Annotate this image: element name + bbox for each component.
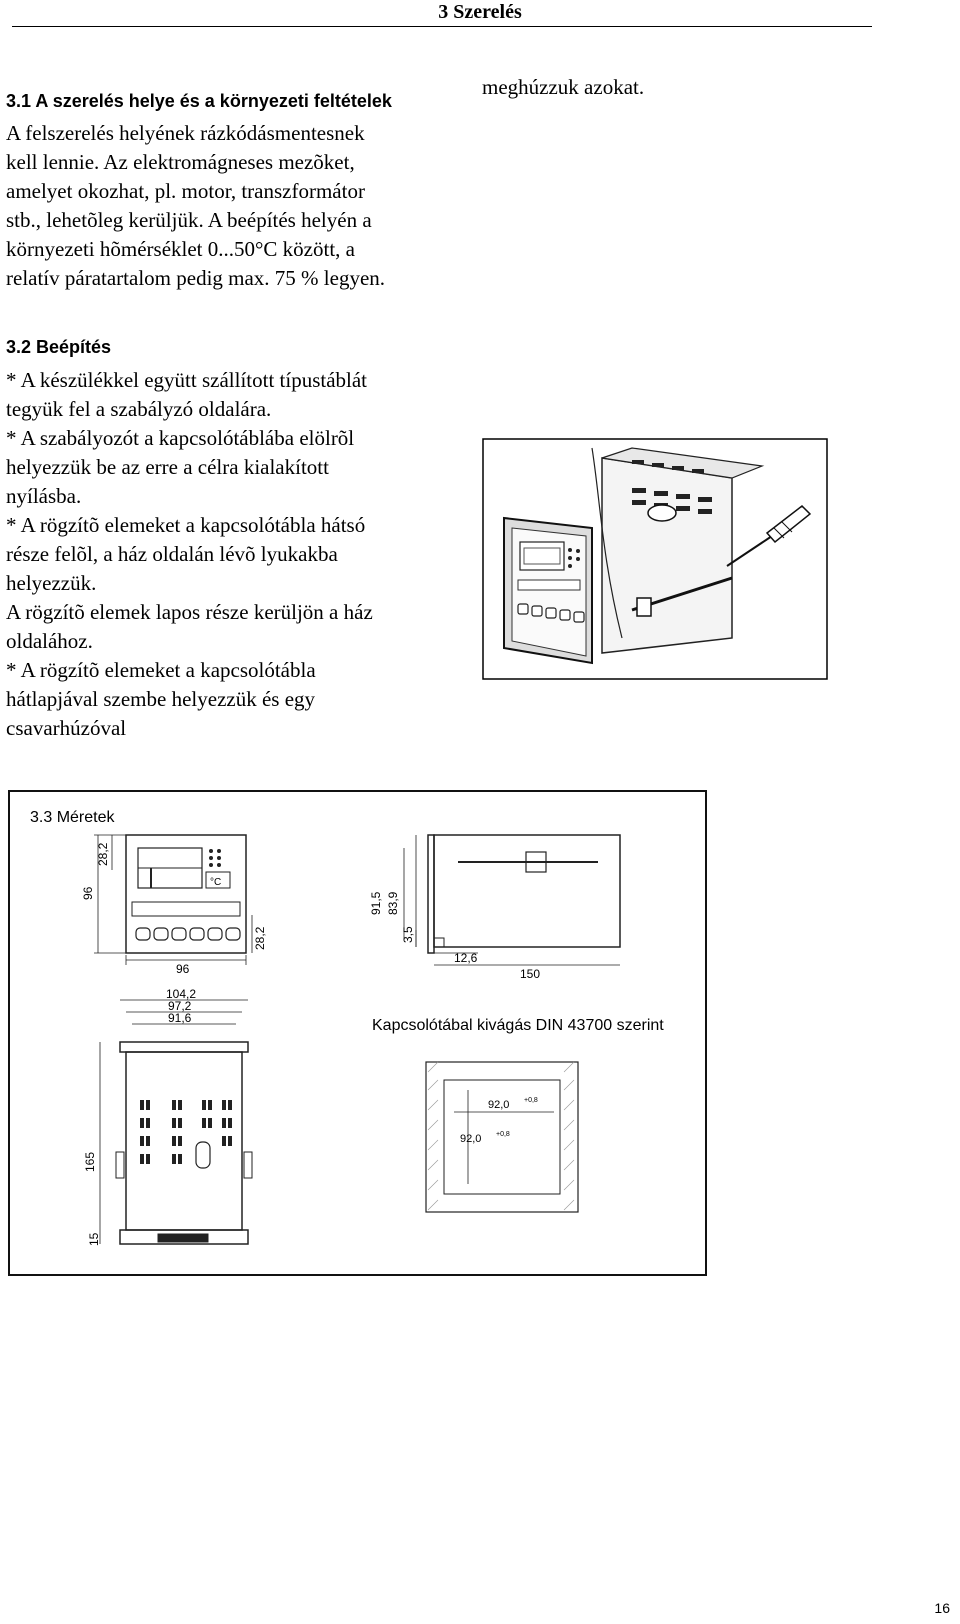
text-line: csavarhúzóval <box>6 716 127 740</box>
top-length-label: 165 <box>83 1151 97 1172</box>
text-line: * A készülékkel együtt szállított típustáblát <box>6 368 368 392</box>
section-3-1-heading: 3.1 A szerelés helye és a környezeti feltételek <box>6 91 392 111</box>
section-3-1-body <box>6 119 385 293</box>
text-line: * A rögzítõ elemeket a kapcsolótábla <box>6 658 316 682</box>
front-width-label: 96 <box>176 962 190 976</box>
text-line: stb., lehetõleg kerüljük. A beépítés helyén a <box>6 208 372 232</box>
top-w2-label: 97,2 <box>168 999 192 1013</box>
text-line: nyílásba. <box>6 484 82 508</box>
cutout-height-tol: +0,8 <box>496 1131 510 1138</box>
header-rule <box>12 26 872 27</box>
front-bottom-offset-label: 28,2 <box>253 926 267 950</box>
top-w1-label: 104,2 <box>166 987 197 1001</box>
unit-badge: °C <box>210 877 222 888</box>
text-line: oldalához. <box>6 629 93 653</box>
front-height-label: 96 <box>81 886 95 900</box>
right-column-continuation: meghúzzuk azokat. <box>482 75 645 99</box>
cutout-height-label: 92,0 <box>460 1133 482 1145</box>
top-tail-label: 15 <box>87 1232 101 1246</box>
side-h2-label: 83,9 <box>386 891 400 915</box>
text-line: amelyet okozhat, pl. motor, transzformátor <box>6 179 365 203</box>
page-header-title: 3 Szerelés <box>438 1 522 23</box>
side-h1-label: 91,5 <box>369 891 383 915</box>
section-3-2-body <box>6 366 373 743</box>
text-line: A rögzítõ elemek lapos része kerüljön a ház <box>6 600 373 624</box>
cutout-title: Kapcsolótábal kivágás DIN 43700 szerint <box>372 1017 664 1034</box>
cutout-width-tol: +0,8 <box>524 1097 538 1104</box>
text-line: kell lennie. Az elektromágneses mezõket, <box>6 150 355 174</box>
cutout-width-label: 92,0 <box>488 1099 510 1111</box>
section-3-2-heading: 3.2 Beépítés <box>6 337 112 357</box>
page-number: 16 <box>934 1600 950 1616</box>
text-line: környezeti hõmérséklet 0...50°C között, a <box>6 237 355 261</box>
side-small-label: 3,5 <box>401 926 415 943</box>
installation-illustration <box>482 438 828 680</box>
text-line: * A szabályozót a kapcsolótáblába elölrõl <box>6 426 355 450</box>
text-line: tegyük fel a szabályzó oldalára. <box>6 397 272 421</box>
side-depth-offset-label: 12,6 <box>454 951 478 965</box>
text-line: helyezzük be az erre a célra kialakított <box>6 455 329 479</box>
dimensions-figure <box>8 790 708 1278</box>
front-top-offset-label: 28,2 <box>96 842 110 866</box>
text-line: hátlapjával szembe helyezzük és egy <box>6 687 316 711</box>
text-line: helyezzük. <box>6 571 97 595</box>
text-line: része felõl, a ház oldalán lévõ lyukakba <box>6 542 338 566</box>
top-w3-label: 91,6 <box>168 1011 192 1025</box>
text-line: relatív páratartalom pedig max. 75 % legyen. <box>6 266 386 290</box>
text-line: * A rögzítõ elemeket a kapcsolótábla hátsó <box>6 513 366 537</box>
side-depth-label: 150 <box>520 967 541 981</box>
text-line: A felszerelés helyének rázkódásmentesnek <box>6 121 365 145</box>
dimensions-title: 3.3 Méretek <box>30 809 115 826</box>
